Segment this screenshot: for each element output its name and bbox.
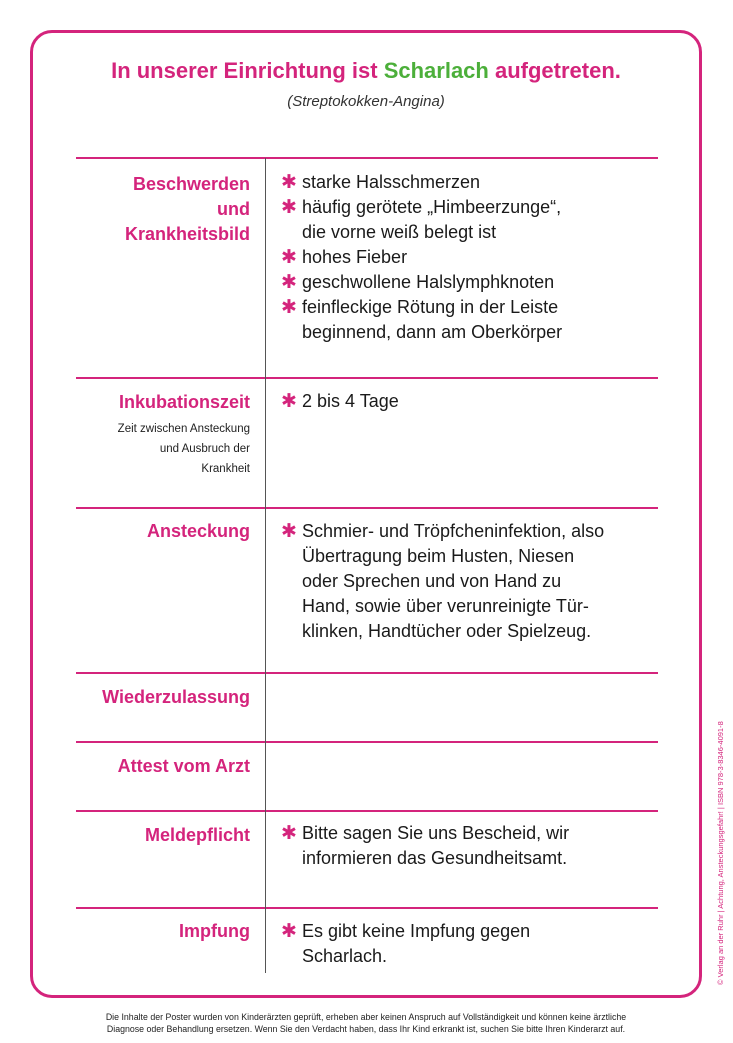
asterisk-bullet-icon: ✱ — [281, 391, 297, 412]
incubation-list — [281, 389, 661, 414]
vaccination-list — [281, 919, 661, 969]
list-item: ✱ Schmier- und Tröpfcheninfektion, also Übertragung beim Husten, Niesen oder Sprechen und von Hand zu Hand, sowie über verunreinigte Tür- klinken, Handtücher oder Spielzeug. — [281, 521, 605, 641]
asterisk-bullet-icon: ✱ — [281, 521, 297, 542]
divider — [76, 741, 658, 743]
transmission-list — [281, 519, 661, 644]
list-item: ✱ Bitte sagen Sie uns Bescheid, wir informieren das Gesundheitsamt. — [281, 823, 570, 868]
symptom-list — [281, 170, 661, 345]
disclaimer: Die Inhalte der Poster wurden von Kinderärzten geprüft, erheben aber keinen Anspruch auf Vollständigkeit und können keine ärztliche Diagnose oder Behandlung ersetzen. Wenn Sie den Verdacht haben, dass Ihr Kind erkrankt ist, suchen Sie bitte Ihren Kinderarzt auf. — [105, 1012, 627, 1034]
list-item: ✱ häufig gerötete „Himbeerzunge“, die vorne weiß belegt ist — [281, 197, 562, 242]
asterisk-bullet-icon: ✱ — [281, 921, 297, 942]
list-item: ✱ 2 bis 4 Tage — [281, 391, 399, 412]
list-item: ✱ hohes Fieber — [281, 247, 408, 268]
section-label-ansteckung: Ansteckung — [146, 521, 250, 541]
asterisk-bullet-icon: ✱ — [281, 272, 297, 293]
page-title: In unserer Einrichtung ist Scharlach aufgetreten. — [111, 58, 621, 83]
section-label-beschwerden: Beschwerden und Krankheitsbild — [124, 174, 250, 244]
list-item: ✱ starke Halsschmerzen — [281, 172, 481, 193]
asterisk-bullet-icon: ✱ — [281, 197, 297, 218]
section-sublabel-inkubationszeit: Zeit zwischen Ansteckung und Ausbruch der Krankheit — [117, 423, 250, 475]
section-label-impfung: Impfung — [179, 921, 250, 941]
asterisk-bullet-icon: ✱ — [281, 297, 297, 318]
divider — [76, 507, 658, 509]
asterisk-bullet-icon: ✱ — [281, 247, 297, 268]
list-item: ✱ feinfleckige Rötung in der Leiste beginnend, dann am Oberkörper — [281, 297, 563, 342]
asterisk-bullet-icon: ✱ — [281, 823, 297, 844]
divider — [76, 810, 658, 812]
section-label-wiederzulassung: Wiederzulassung — [102, 687, 250, 707]
section-label-attest: Attest vom Arzt — [117, 756, 250, 776]
divider — [76, 907, 658, 909]
asterisk-bullet-icon: ✱ — [281, 172, 297, 193]
disease-name: Scharlach — [383, 58, 489, 83]
divider — [76, 672, 658, 674]
section-label-inkubationszeit: Inkubationszeit — [118, 392, 250, 412]
divider — [76, 377, 658, 379]
page-subtitle: (Streptokokken-Angina) — [287, 93, 445, 110]
reporting-list — [281, 821, 661, 871]
section-label-meldepflicht: Meldepflicht — [144, 825, 250, 845]
publisher-imprint: © Verlag an der Ruhr | Achtung, Ansteckungsgefahr! | ISBN 978-3-8346-4091-8 — [716, 721, 725, 985]
divider — [76, 157, 658, 159]
list-item: ✱ geschwollene Halslymphknoten — [281, 272, 555, 293]
column-divider — [265, 158, 266, 973]
list-item: ✱ Es gibt keine Impfung gegen Scharlach. — [281, 921, 531, 966]
